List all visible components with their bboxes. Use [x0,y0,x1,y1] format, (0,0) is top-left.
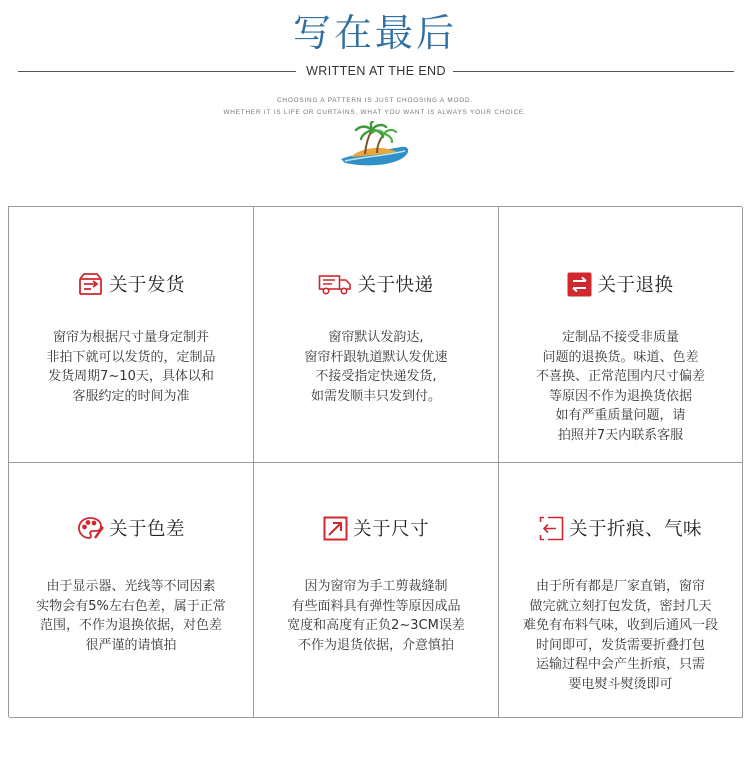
page-title: 写在最后 [292,11,457,55]
card-body-line: 问题的退换货。味道、色差 [542,349,699,365]
exchange-icon [567,272,592,297]
card-body-line: 窗帘为根据尺寸量身定制并 [52,330,209,345]
card-body-line: 窗帘默认发韵达, [328,330,424,345]
card-header [254,513,498,543]
card-body [509,577,732,695]
info-card [499,207,743,463]
info-card [9,463,254,718]
card-body-line: 做完就立刻打包发货，密封几天 [529,598,712,614]
card-body-line: 窗帘杆跟轨道默认发优速 [304,349,448,365]
return-arrow-icon [539,516,564,541]
info-card [9,207,254,463]
card-body-line: 因为窗帘为手工剪裁缝制 [304,579,448,594]
divider-right [453,71,734,72]
card-header [254,269,498,299]
card-body [19,577,243,655]
card-body-line: 由于所有都是厂家直销，窗帘 [535,579,705,594]
palette-icon [77,516,104,540]
info-card [254,207,499,463]
card-body-line: 要电熨斗熨烫即可 [568,676,673,692]
card-body-line: 由于显示器、光线等不同因素 [46,579,216,594]
card-body-line: 宽度和高度有正负2~3CM误差 [287,618,465,634]
card-header [9,269,253,299]
card-body-line: 不作为退货依据，介意慎拍 [297,637,454,653]
card-header [9,513,253,543]
subtitle-row [18,62,734,80]
card-body-line: 很严谨的请慎拍 [85,637,177,653]
card-title: 关于退换 [597,275,674,296]
card-body-line: 客服约定的时间为准 [72,388,190,404]
info-grid [8,206,742,717]
truck-icon [318,272,352,296]
card-body-line: 拍照并7天内联系客服 [557,427,684,443]
card-body-line: 非拍下就可以发货的，定制品 [46,349,216,365]
card-title: 关于色差 [108,519,185,540]
page-subtitle: WRITTEN AT THE END [306,64,446,78]
card-body-line: 如有严重质量问题，请 [555,408,686,424]
card-body-line: 如需发顺丰只发到付。 [310,388,441,404]
card-body-line: 发货周期7~10天，具体以和 [48,369,214,385]
card-body-line: 运输过程中会产生折痕，只需 [535,657,705,673]
delivery-box-icon [77,272,104,296]
card-body-line: 范围，不作为退换依据，对色差 [39,618,222,634]
card-body-line: 不喜换、正常范围内尺寸偏差 [535,369,705,385]
card-body-line: 等原因不作为退换货依据 [548,388,692,404]
card-body-line: 定制品不接受非质量 [561,330,679,345]
info-card [499,463,743,718]
card-header [499,269,742,299]
card-body-line: 时间即可，发货需要折叠打包 [535,637,705,653]
card-body [264,328,488,406]
tagline-line-1: CHOOSING A PATTERN IS JUST CHOOSING A MOOD. [277,97,473,104]
tagline-line-2: WHETHER IT IS LIFE OR CURTAINS, WHAT YOU WANT IS ALWAYS YOUR CHOICE. [223,109,527,116]
card-body [509,328,732,446]
card-title: 关于发货 [108,275,185,296]
resize-arrow-icon [323,516,348,541]
card-body [19,328,243,406]
info-card [254,463,499,718]
card-title: 关于快递 [357,275,434,296]
card-title: 关于尺寸 [352,519,429,540]
card-body-line: 实物会有5%左右色差，属于正常 [36,598,226,614]
card-body-line: 有些面料具有弹性等原因成品 [291,598,461,614]
card-header [499,513,742,543]
card-body-line: 不接受指定快递发货, [315,369,437,385]
card-body-line: 难免有布料气味，收到后通风一段 [522,618,718,634]
card-title: 关于折痕、气味 [568,519,702,540]
island-palm-icon [339,121,411,171]
card-body [264,577,488,655]
